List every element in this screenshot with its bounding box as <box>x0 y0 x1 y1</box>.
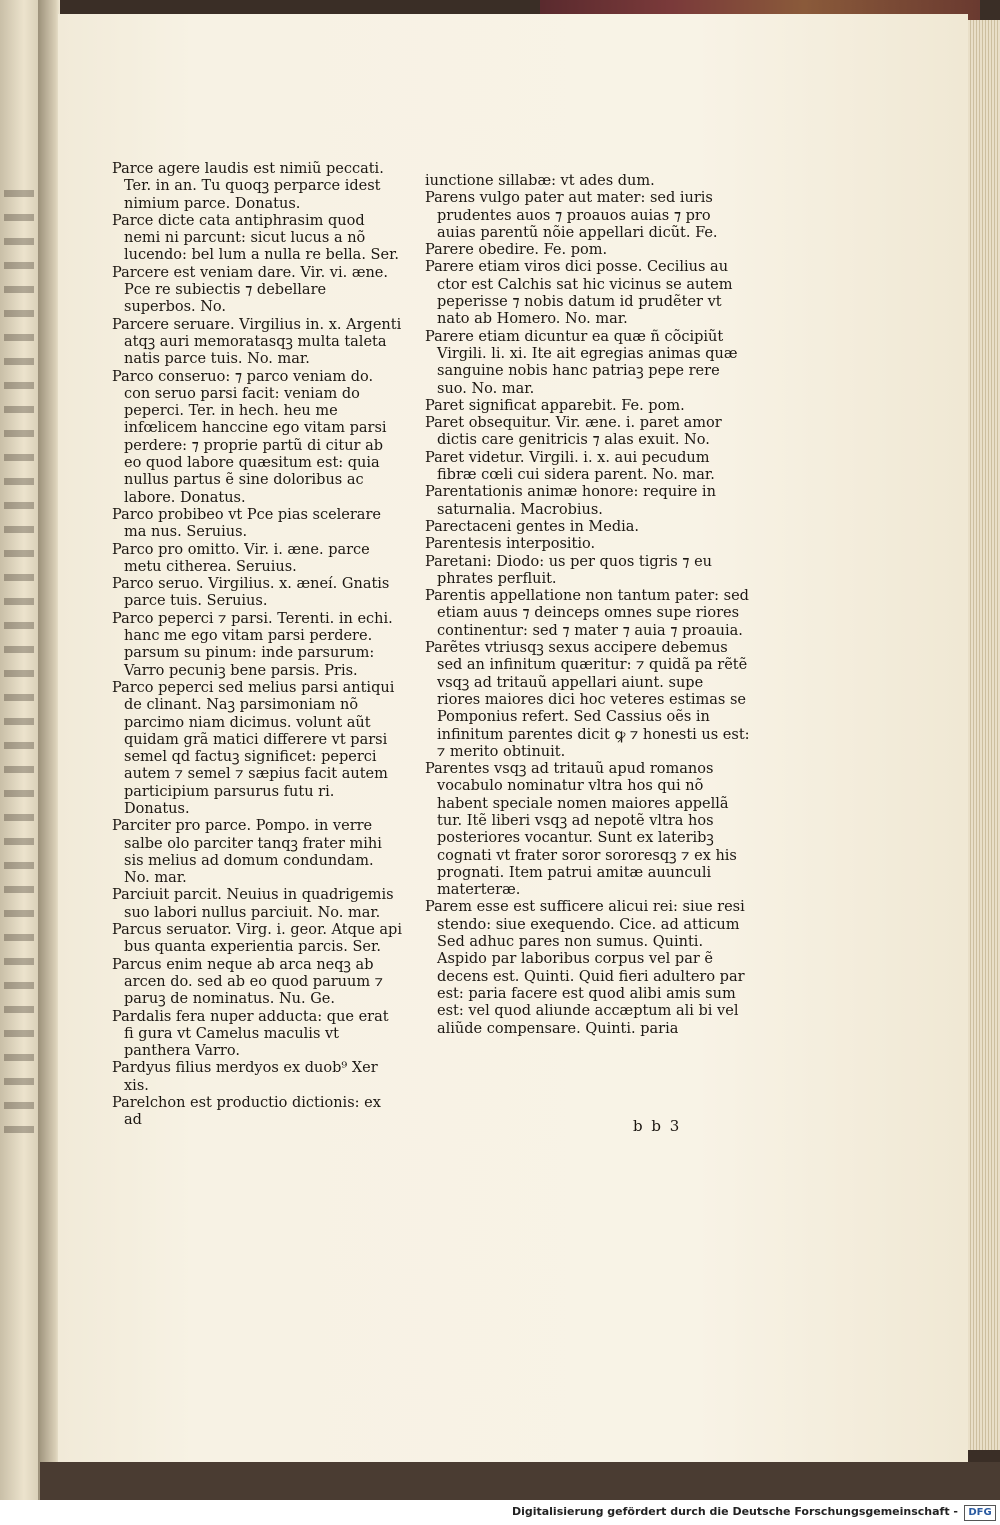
right-column <box>425 173 750 1038</box>
dictionary-entry: Parcus seruator. Virg. i. geor. Atque api bus quanta experientia parcis. Ser. <box>112 922 402 956</box>
dfg-logo[interactable]: DFG <box>964 1505 996 1521</box>
signature-mark: b b 3 <box>633 1117 682 1135</box>
dictionary-entry: Parere etiam dicuntur ea quæ ñ cõcipiũt Virgili. li. xi. Ite ait egregias animas quæ sanguine nobis hanc patriaꝫ pepe rere suo. No. mar. <box>425 328 738 397</box>
dictionary-entry: Parcere seruare. Virgilius in. x. Argenti atqꝫ auri memoratasqꝫ multa taleta natis parce tuis. No. mar. <box>112 316 402 368</box>
dictionary-entry: Parce dicte cata antiphrasim quod nemi ni parcunt: sicut lucus a nõ lucendo: bel lum a nulla re bella. Ser. <box>112 212 400 264</box>
dictionary-entry: Parciuit parcit. Neuius in quadrigemis suo labori nullus parciuit. No. mar. <box>112 887 394 921</box>
dictionary-entry: Parco pro omitto. Vir. i. æne. parce metu citherea. Seruius. <box>112 541 370 575</box>
left-page-text <box>4 190 34 1150</box>
dictionary-entry: Parelchon est productio dictionis: ex ad <box>112 1095 381 1129</box>
dictionary-entry: Parco peperci ⁊ parsi. Terenti. in echi. hanc me ego vitam parsi perdere. parsum su pinum: inde parsurum: Varro pecuniꝫ bene parsis. Pris. <box>112 610 393 679</box>
dictionary-entry: Parentis appellatione non tantum pater: sed etiam auus ⁊ deinceps omnes supe riores continentur: sed ⁊ mater ⁊ auia ⁊ proauia. <box>425 588 749 639</box>
dictionary-entry: Parco peperci sed melius parsi antiqui de clinant. Naꝫ parsimoniam nõ parcimo niam dicimus. volunt aũt quidam grã matici differere vt parsi semel qd factuꝫ significet: peperci autem ⁊ semel ⁊ sæpius facit autem participium parsurus futu ri. Donatus. <box>112 679 395 817</box>
dictionary-entry: iunctione sillabæ: vt ades dum. <box>425 173 655 189</box>
dfg-credit: Digitalisierung gefördert durch die Deutsche Forschungsgemeinschaft - <box>511 1505 958 1518</box>
dictionary-entry: Parcere est veniam dare. Vir. vi. æne. Pce re subiectis ⁊ debellare superbos. No. <box>112 264 388 316</box>
dictionary-entry: Parco conseruo: ⁊ parco veniam do. con seruo parsi facit: veniam do peperci. Ter. in hech. heu me infœlicem hanccine ego vitam parsi perdere: ⁊ proprie partũ di citur ab eo quod labore quæsitum est: quia nullus partus ẽ sine doloribus ac labore. Donatus. <box>112 368 387 506</box>
dictionary-entry: Parem esse est sufficere alicui rei: siue resi stendo: siue exequendo. Cice. ad atticum Sed adhuc pares non sumus. Quinti. Aspido par laboribus corpus vel par ẽ decens est. Quinti. Quid fieri adultero par est: paria facere est quod alibi amis sum est: vel quod aliunde accæptum ali bi vel aliũde compensare. Quinti. paria <box>425 899 745 1037</box>
dictionary-entry: Paret significat apparebit. Fe. pom. <box>425 397 685 414</box>
dictionary-entry: Parco seruo. Virgilius. x. æneí. Gnatis parce tuis. Seruius. <box>112 576 390 610</box>
dictionary-entry: Paret obsequitur. Vir. æne. i. paret amor dictis care genitricis ⁊ alas exuit. No. <box>425 415 722 449</box>
dictionary-entry: Parentes vsqꝫ ad tritauũ apud romanos vocabulo nominatur vltra hos qui nõ habent speciale nomen maiores appellã tur. Itẽ liberi vsqꝫ ad nepotẽ vltra hos posteriores vocantur. Sunt ex lateribꝫ cognati vt frater soror sororesqꝫ ⁊ ex his prognati. Item patrui amitæ auunculi materteræ. <box>425 761 737 899</box>
dictionary-entry: Parentationis animæ honore: require in saturnalia. Macrobius. <box>425 484 716 518</box>
left-column <box>112 161 402 1130</box>
dictionary-entry: Parco probibeo vt Pce pias scelerare ma nus. Seruius. <box>112 506 381 541</box>
dictionary-entry: Parcus enim neque ab arca neqꝫ ab arcen do. sed ab eo quod paruum ⁊ paruꝫ de nominatus. Nu. Ge. <box>112 956 383 1008</box>
dictionary-entry: Paret videtur. Virgili. i. x. aui pecudum fibræ cœli cui sidera parent. No. mar. <box>425 449 715 484</box>
dictionary-entry: Parce agere laudis est nimiũ peccati. Ter. in an. Tu quoqꝫ perparce idest nimium parce. Donatus. <box>112 161 384 212</box>
page-gutter <box>38 0 60 1500</box>
dictionary-entry: Parere etiam viros dici posse. Cecilius au ctor est Calchis sat hic vicinus se autem peperisse ⁊ nobis datum id prudẽter vt nato ab Homero. No. mar. <box>425 259 733 328</box>
page-edges <box>968 20 1000 1450</box>
left-page-edge <box>0 0 40 1500</box>
dictionary-entry: Parentesis interpositio. <box>425 536 596 553</box>
dictionary-entry: Paretani: Diodo: us per quos tigris ⁊ eu phrates perfluit. <box>425 553 712 587</box>
dictionary-entry: Parens vulgo pater aut mater: sed iuris prudentes auos ⁊ proauos auias ⁊ pro auias parentũ nõie appellari dicũt. Fe. <box>425 190 718 241</box>
dictionary-entry: Parectaceni gentes in Media. <box>425 518 639 535</box>
dictionary-entry: Pardyus filius merdyos ex duob⁹ Xer xis. <box>112 1060 378 1094</box>
dictionary-entry: Pardalis fera nuper adducta: que erat fi gura vt Camelus maculis vt panthera Varro. <box>112 1008 389 1060</box>
dictionary-entry: Parere obedire. Fe. pom. <box>425 242 608 259</box>
dictionary-entry: Parẽtes vtriusqꝫ sexus accipere debemus sed an infinitum quæritur: ⁊ quidã pa rẽtẽ vsqꝫ ad tritauũ appellari aiunt. supe riores maiores dici hoc veteres estimas se Pomponius refert. Sed Cassius oẽs in infinitum parentes dicit ꝙ ⁊ honesti us est: ⁊ merito obtinuit. <box>425 640 750 760</box>
dictionary-entry: Parciter pro parce. Pompo. in verre salbe olo parciter tanqꝫ frater mihi sis melius ad domum condundam. No. mar. <box>112 818 382 887</box>
bottom-shadow <box>40 1462 1000 1500</box>
